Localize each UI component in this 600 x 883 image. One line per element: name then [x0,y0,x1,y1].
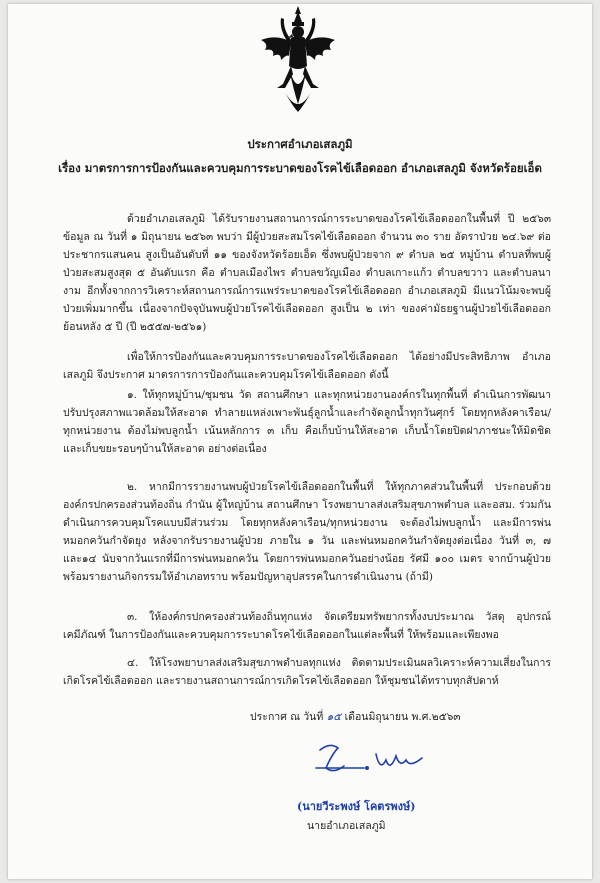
handwritten-signature [310,738,430,780]
dateline [250,708,460,725]
signer-position: นายอำเภอเสลภูมิ [307,820,386,832]
dateline-day: ๑๕ [326,711,342,723]
paragraph-background: ด้วยอำเภอเสลภูมิ ได้รับรายงานสถานการณ์การระบาดของโรคไข้เลือดออกในพื้นที่ ปี ๒๕๖๓ ข้อมูล ณ วันที่ ๑ มิถุนายน ๒๕๖๓ พบว่า มีผู้ป่วยสะสมโรคไข้เลือดออก จำนวน ๓๐ ราย อัตราป่วย ๒๔.๖๙ ต่อประชากรแสนคน สูงเป็นอันดับที่ ๑๑ ของจังหวัดร้อยเอ็ด ซึ่งพบผู้ป่วยจาก ๙ ตำบล ๒๕ หมู่บ้าน ตำบลที่พบผู้ป่วยสะสมสูงสุด ๕ อันดับแรก คือ ตำบลเมืองไพร ตำบลขวัญเมือง ตำบลเกาะแก้ว ตำบลขวาว และตำบลนางาม อีกทั้งจากการวิเคราะห์สถานการณ์การแพร่ระบาดของโรคไข้เลือดออก อำเภอเสลภูมิ มีแนวโน้มจะพบผู้ป่วยเพิ่มมากขึ้น เนื่องจากปัจจุบันพบผู้ป่วยโรคไข้เลือดออก สูงเป็น ๒ เท่า ของค่ามัธยฐานผู้ป่วยไข้เลือดออกย้อนหลัง ๕ ปี (ปี ๒๕๕๗-๒๕๖๑) [63,213,551,333]
paragraph-measure-2: ๒. หากมีการรายงานพบผู้ป่วยโรคไข้เลือดออกในพื้นที่ ให้ทุกภาคส่วนในพื้นที่ ประกอบด้วย องค์กรปกครองส่วนท้องถิ่น กำนัน ผู้ใหญ่บ้าน สถานศึกษา โรงพยาบาลส่งเสริมสุขภาพตำบล และอสม. ร่วมกันดำเนินการควบคุมโรคแบบมีส่วนร่วม โดยทุกหลังคาเรือน/ทุกหน่วยงาน จะต้องไม่พบลูกน้ำ และมีการพ่นหมอกควันกำจัดยุง หลังจากรับรายงานผู้ป่วย ภายใน ๑ วัน และพ่นหมอกควันกำจัดยุงต่อเนื่อง วันที่ ๓, ๗ และ๑๔ นับจากวันแรกที่มีการพ่นหมอกควัน โดยการพ่นหมอกควันอย่างน้อย รัศมี ๑๐๐ เมตร จากบ้านผู้ป่วย พร้อมรายงานกิจกรรมให้อำเภอทราบ พร้อมปัญหาอุปสรรคในการดำเนินงาน (ถ้ามี) [63,481,551,583]
signer-name: (นายวีระพงษ์ โคตรพงษ์) [297,800,416,813]
paragraph-measure-1: ๑. ให้ทุกหมู่บ้าน/ชุมชน วัด สถานศึกษา และทุกหน่วยงานองค์กรในทุกพื้นที่ ดำเนินการพัฒนาปรับปรุงสภาพแวดล้อมให้สะอาด ทำลายแหล่งเพาะพันธุ์ลูกน้ำและกำจัดลูกน้ำทุกวันศุกร์ โดยทุกหลังคาเรือน/ทุกหน่วยงาน ต้องไม่พบลูกน้ำ เน้นหลักการ ๓ เก็บ คือเก็บบ้านให้สะอาด เก็บน้ำโดยปิดฝาภาชนะให้มิดชิด และเก็บขยะรอบๆบ้านให้สะอาด อย่างต่อเนื่อง [63,389,551,455]
dateline-suffix: เดือนมิถุนายน พ.ศ.๒๕๖๓ [344,711,461,723]
paragraph-measure-4: ๔. ให้โรงพยาบาลส่งเสริมสุขภาพตำบลทุกแห่ง ติดตามประเมินผลวิเคราะห์ความเสี่ยงในการเกิดโรคไข้เลือดออก และรายงานสถานการณ์การเกิดโรคไข้เลือดออก ให้ชุมชนได้ทราบทุกสัปดาห์ [63,657,551,687]
paragraph-intro-measures: เพื่อให้การป้องกันและควบคุมการระบาดของโรคไข้เลือดออก ได้อย่างมีประสิทธิภาพ อำเภอเสลภูมิ จึงประกาศ มาตรการการป้องกันและควบคุมโรคไข้เลือดออก ดังนี้ [63,351,551,381]
paragraph-measure-3: ๓. ให้องค์กรปกครองส่วนท้องถิ่นทุกแห่ง จัดเตรียมทรัพยากรทั้งงบประมาณ วัสดุ อุปกรณ์ เคมีภัณฑ์ ในการป้องกันและควบคุมการระบาดโรคไข้เลือดออกในแต่ละพื้นที่ ให้พร้อมและเพียงพอ [63,611,551,641]
announcement-title: ประกาศอำเภอเสลภูมิ [247,137,353,151]
dateline-prefix: ประกาศ ณ วันที่ [250,711,324,723]
announcement-subject: เรื่อง มาตรการการป้องกันและควบคุมการระบาดของโรคไข้เลือดออก อำเภอเสลภูมิ จังหวัดร้อยเอ็ด [58,161,542,175]
garuda-emblem-icon [255,4,341,116]
